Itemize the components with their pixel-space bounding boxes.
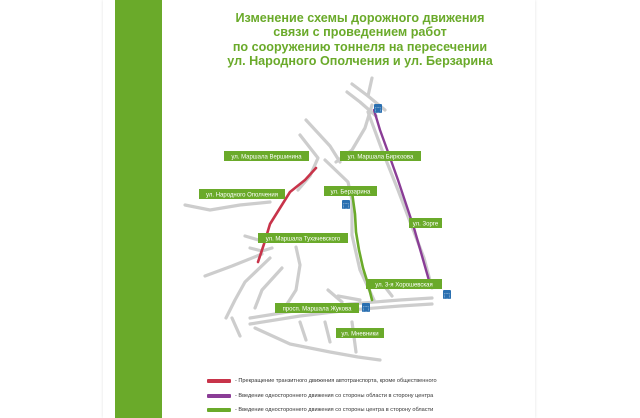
legend-text: - Прекращение транзитного движения автотранспорта, кроме общественного <box>235 378 437 385</box>
title-line: связи с проведением работ <box>273 25 447 40</box>
street-label-tukhachevskogo <box>258 233 348 243</box>
street-label-text: ул. 3-я Хорошевская <box>375 282 433 289</box>
street-label-text: ул. Берзарина <box>330 189 371 196</box>
title-line: по сооружению тоннеля на пересечении <box>232 39 488 54</box>
bus-stop-icon <box>342 200 350 209</box>
street-label-berzarina <box>324 186 377 196</box>
legend-swatch-green <box>207 408 231 412</box>
legend-item <box>207 403 507 418</box>
legend-text: - Введение одностороннего движения со стороны центра в сторону области <box>235 407 434 414</box>
title-line: Изменение схемы дорожного движения <box>235 11 485 25</box>
bus-stop-glyph: ⬚ <box>443 291 451 300</box>
map-legend <box>207 374 507 418</box>
street-label-vershinina <box>224 151 309 161</box>
street-label-text: ул. Маршала Тухачевского <box>265 236 341 243</box>
street-label-text: просп. Маршала Жукова <box>282 306 352 313</box>
title-line: ул. Народного Ополчения и ул. Берзарина <box>227 53 493 68</box>
road <box>368 78 372 96</box>
road <box>325 322 330 342</box>
street-label-narodnogo <box>199 189 285 199</box>
street-label-text: ул. Народного Ополчения <box>206 192 278 199</box>
legend-swatch-red <box>207 379 231 383</box>
street-label-text: ул. Зорге <box>412 221 439 228</box>
legend-swatch-purple <box>207 394 231 398</box>
legend-item <box>207 374 507 389</box>
street-label-biryuzova <box>340 151 421 161</box>
bus-stop-icon <box>374 104 382 113</box>
bus-stop-icon <box>362 303 370 312</box>
legend-text: - Введение одностороннего движения со стороны области в сторону центра <box>235 392 434 399</box>
bus-stop-glyph: ⬚ <box>362 304 370 313</box>
street-label-zorge <box>409 218 442 228</box>
street-label-khoroshevskaya <box>366 279 442 289</box>
legend-item <box>207 389 507 404</box>
street-label-zhukova <box>275 303 359 313</box>
closed-transit-route-red <box>258 168 316 262</box>
bus-stop-icon <box>443 290 451 299</box>
street-label-text: ул. Маршала Бирюзова <box>347 154 414 161</box>
street-label-mnevniki <box>336 328 384 338</box>
road-network <box>185 78 432 360</box>
road <box>306 120 340 162</box>
street-label-text: ул. Мневники <box>341 331 379 338</box>
bus-stop-glyph: ⬚ <box>374 105 382 114</box>
road <box>255 268 282 308</box>
road <box>300 322 306 340</box>
road <box>185 202 270 210</box>
road <box>232 318 240 336</box>
bus-stop-glyph: ⬚ <box>342 201 350 210</box>
road <box>282 247 300 312</box>
street-label-text: ул. Маршала Вершинина <box>231 154 302 161</box>
